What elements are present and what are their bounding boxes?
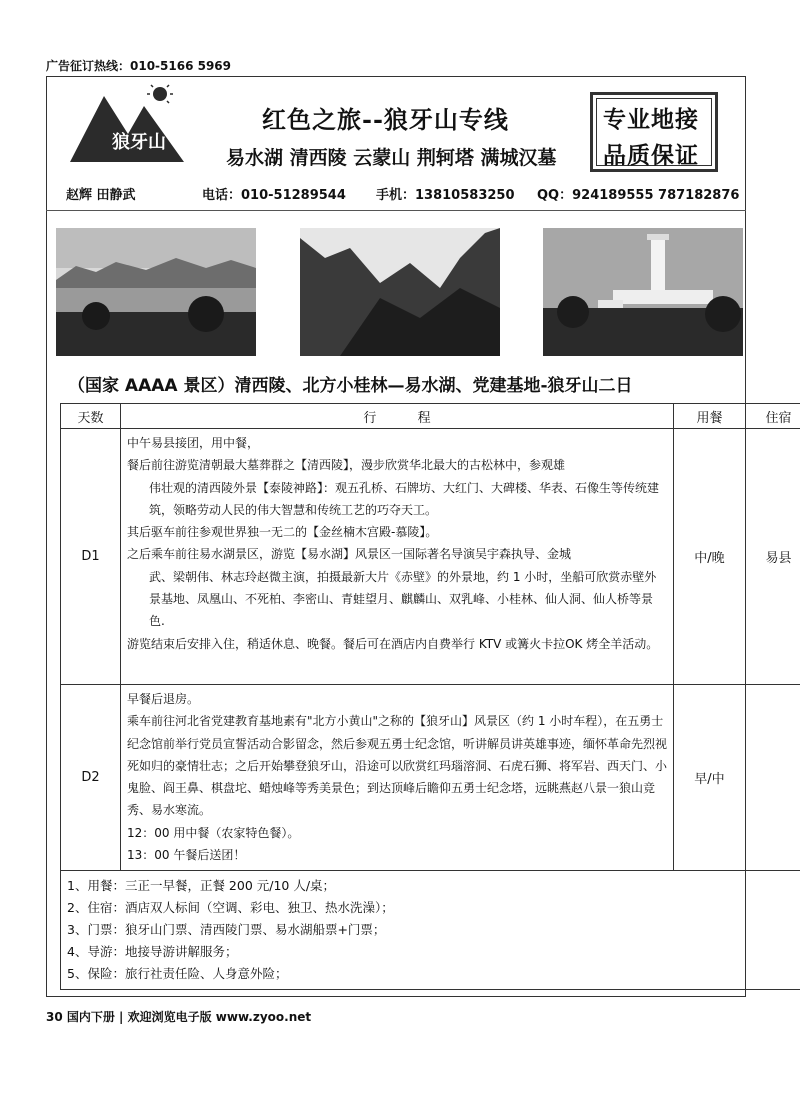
stamp-line-1: 专业地接 xyxy=(603,107,699,133)
page-footer: 30 国内下册 | 欢迎浏览电子版 www.zyoo.net xyxy=(46,1010,312,1024)
meal-label: 中/晚 xyxy=(674,429,746,685)
contact-qq: QQ：924189555 787182876 xyxy=(537,188,740,203)
notes-cell xyxy=(61,871,800,990)
note-line: 1、用餐：三正一早餐，正餐 200 元/10 人/桌； xyxy=(67,878,336,893)
lodging-label: 易县 xyxy=(746,429,800,685)
destinations-subtitle: 易水湖 清西陵 云蒙山 荆轲塔 满城汉墓 xyxy=(226,147,557,169)
header-meals: 用餐 xyxy=(674,404,746,429)
divider xyxy=(46,210,746,211)
contact-phone: 电话：010-51289544 xyxy=(202,188,346,203)
photo-mountain-valley xyxy=(300,228,500,356)
table-header-row xyxy=(61,404,800,429)
photo-memorial-tower xyxy=(543,228,743,356)
itinerary-line: 13：00 午餐后送团！ xyxy=(127,848,246,863)
note-line: 5、保险：旅行社责任险、人身意外险； xyxy=(67,966,288,981)
quality-stamp xyxy=(590,92,718,172)
itinerary-table xyxy=(60,403,800,990)
itinerary-line: 其后驱车前往参观世界独一无二的【金丝楠木宫殿-慕陵】。 xyxy=(127,525,438,540)
page-title: 红色之旅--狼牙山专线 xyxy=(262,105,509,134)
day-label: D2 xyxy=(61,685,121,871)
note-line: 2、住宿：酒店双人标间（空调、彩电、独卫、热水洗澡）； xyxy=(67,900,394,915)
note-line: 4、导游：地接导游讲解服务； xyxy=(67,944,238,959)
itinerary-line: 餐后前往游览清朝最大墓葬群之【清西陵】，漫步欣赏华北最大的古松林中，参观雄 伟壮观的清西陵外景【泰陵神路】：观五孔桥、石牌坊、大红门、大碑楼、华表、石像生等传统建筑，领略劳动人民的伟大智慧和传统工艺的巧夺天工。 xyxy=(127,458,660,517)
header-days: 天数 xyxy=(61,404,121,429)
header-itinerary: 行 程 xyxy=(121,404,674,429)
note-line: 3、门票：狼牙山门票、清西陵门票、易水湖船票+门票； xyxy=(67,922,386,937)
itinerary-cell xyxy=(121,429,674,685)
contact-mobile: 手机：13810583250 xyxy=(376,188,515,203)
contact-bar xyxy=(0,184,800,202)
itinerary-line: 游览结束后安排入住，稍适休息、晚餐。餐后可在酒店内自费举行 KTV 或篝火卡拉OK 烤全羊活动。 xyxy=(127,636,659,651)
lodging-label xyxy=(746,685,800,871)
table-notes-row xyxy=(61,871,800,990)
header-lodging: 住宿 xyxy=(746,404,800,429)
itinerary-line: 早餐后退房。 xyxy=(127,692,200,706)
contact-names: 赵辉 田静武 xyxy=(66,188,136,203)
table-row-d2 xyxy=(61,685,800,871)
route-title: （国家 AAAA 景区）清西陵、北方小桂林—易水湖、党建基地-狼牙山二日 xyxy=(68,376,633,396)
stamp-line-2: 品质保证 xyxy=(603,143,699,169)
photo-lake-scene xyxy=(56,228,256,356)
itinerary-line: 12：00 用中餐（农家特色餐）。 xyxy=(127,825,300,840)
itinerary-line: 乘车前往河北省党建教育基地素有"北方小黄山"之称的【狼牙山】风景区（约 1 小时车程），在五勇士纪念馆前举行党员宣誓活动合影留念，然后参观五勇士纪念馆，听讲解员讲英雄事迹，缅怀革命先烈视死如归的豪情壮志；之后开始攀登狼牙山，沿途可以欣赏红玛瑙溶洞、石虎石狮、将军岩、西天门、小鬼脸、阎王鼻、棋盘坨、蜡烛峰等秀美景色；到达顶峰后瞻仰五勇士纪念塔，远眺燕赵八景一狼山竞秀、易水寒流。 xyxy=(127,714,668,818)
itinerary-cell xyxy=(121,685,674,871)
day-label: D1 xyxy=(61,429,121,685)
ad-hotline: 广告征订热线：010-5166 5969 xyxy=(46,59,232,73)
logo-text: 狼牙山 xyxy=(112,132,166,153)
meal-label: 早/中 xyxy=(674,685,746,871)
table-row-d1 xyxy=(61,429,800,685)
itinerary-line: 中午易县接团，用中餐， xyxy=(127,436,260,450)
itinerary-line: 之后乘车前往易水湖景区，游览【易水湖】风景区一国际著名导演吴宇森执导、金城 武、梁朝伟、林志玲赵微主演，拍摄最新大片《赤壁》的外景地，约 1 小时，坐船可欣赏赤壁外景基地、凤凰山、不死柏、李密山、青蛙望月、麒麟山、双乳峰、小桂林、仙人洞、仙人桥等景色. xyxy=(127,547,657,629)
